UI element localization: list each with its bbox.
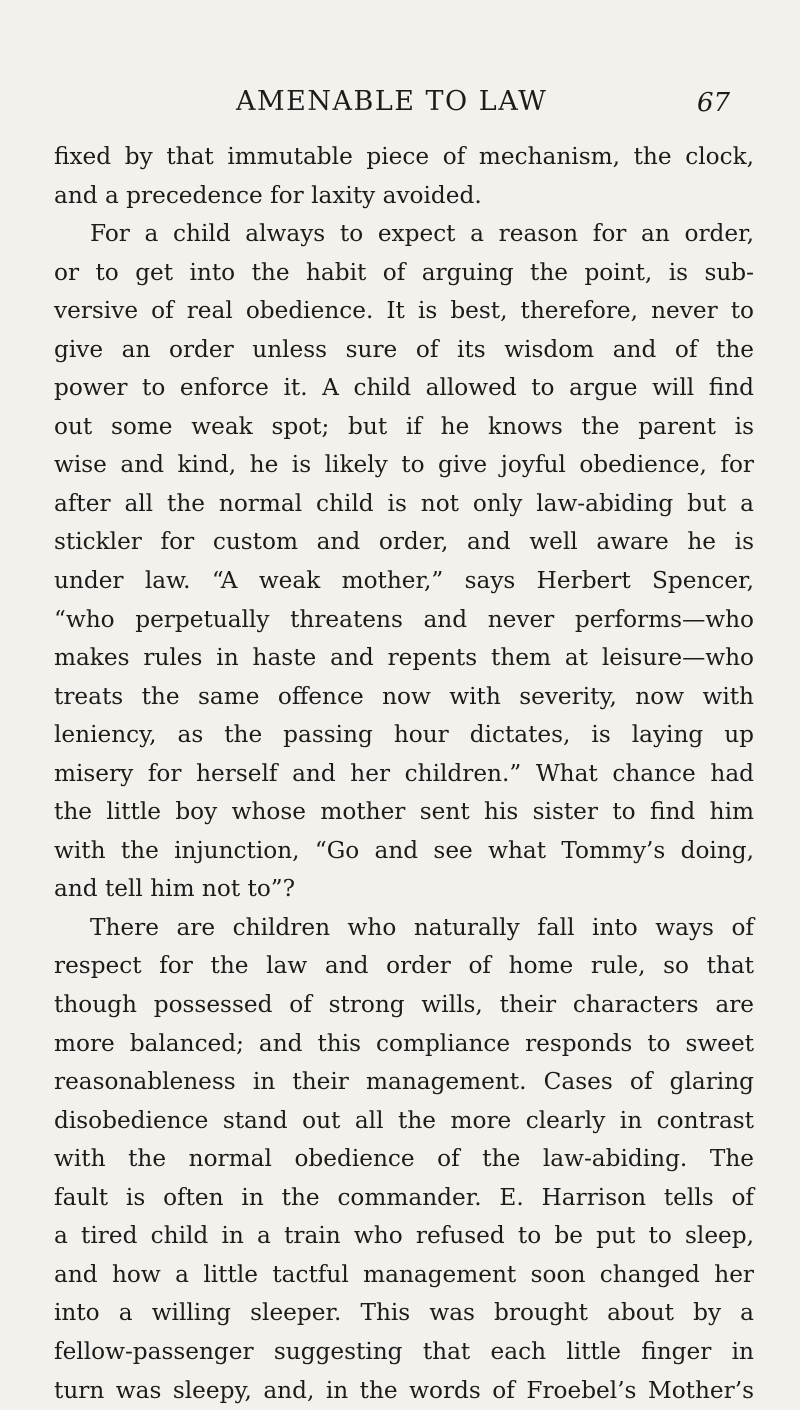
text-line: a tired child in a train who refused to be put to sleep, <box>54 1217 754 1256</box>
text-line: respect for the law and order of home rule, so that <box>54 947 754 986</box>
text-line: stickler for custom and order, and well aware he is <box>54 523 754 562</box>
body-text <box>54 138 754 1410</box>
text-line: wise and kind, he is likely to give joyful obedience, for <box>54 446 754 485</box>
text-line: out some weak spot; but if he knows the parent is <box>54 408 754 447</box>
text-line: reasonableness in their management. Cases of glaring <box>54 1063 754 1102</box>
text-line: or to get into the habit of arguing the point, is sub- <box>54 254 754 293</box>
text-line: power to enforce it. A child allowed to argue will find <box>54 369 754 408</box>
text-line: and how a little tactful management soon changed her <box>54 1256 754 1295</box>
text-line: with the injunction, “Go and see what Tommy’s doing, <box>54 832 754 871</box>
text-line: There are children who naturally fall into ways of <box>54 909 754 948</box>
text-line: after all the normal child is not only law-abiding but a <box>54 485 754 524</box>
text-line: into a willing sleeper. This was brought about by a <box>54 1294 754 1333</box>
text-line: turn was sleepy, and, in the words of Froebel’s Mother’s <box>54 1372 754 1410</box>
text-line: misery for herself and her children.” What chance had <box>54 755 754 794</box>
text-line: and a precedence for laxity avoided. <box>54 177 754 216</box>
text-line: the little boy whose mother sent his sister to find him <box>54 793 754 832</box>
text-line: “who perpetually threatens and never performs—who <box>54 601 754 640</box>
text-line: versive of real obedience. It is best, therefore, never to <box>54 292 754 331</box>
text-line: more balanced; and this compliance responds to sweet <box>54 1025 754 1064</box>
running-title: AMENABLE TO LAW <box>236 86 547 117</box>
text-line: though possessed of strong wills, their characters are <box>54 986 754 1025</box>
text-line: leniency, as the passing hour dictates, is laying up <box>54 716 754 755</box>
text-line: fixed by that immutable piece of mechanism, the clock, <box>54 138 754 177</box>
text-line: disobedience stand out all the more clearly in contrast <box>54 1102 754 1141</box>
text-line: fault is often in the commander. E. Harrison tells of <box>54 1179 754 1218</box>
text-line: with the normal obedience of the law-abiding. The <box>54 1140 754 1179</box>
text-line: and tell him not to”? <box>54 870 754 909</box>
text-line: give an order unless sure of its wisdom and of the <box>54 331 754 370</box>
text-line: makes rules in haste and repents them at leisure—who <box>54 639 754 678</box>
text-line: treats the same offence now with severity, now with <box>54 678 754 717</box>
text-line: under law. “A weak mother,” says Herbert Spencer, <box>54 562 754 601</box>
text-line: For a child always to expect a reason for an order, <box>54 215 754 254</box>
text-line: fellow-passenger suggesting that each little finger in <box>54 1333 754 1372</box>
page-number: 67 <box>697 88 730 118</box>
running-header <box>0 86 800 126</box>
